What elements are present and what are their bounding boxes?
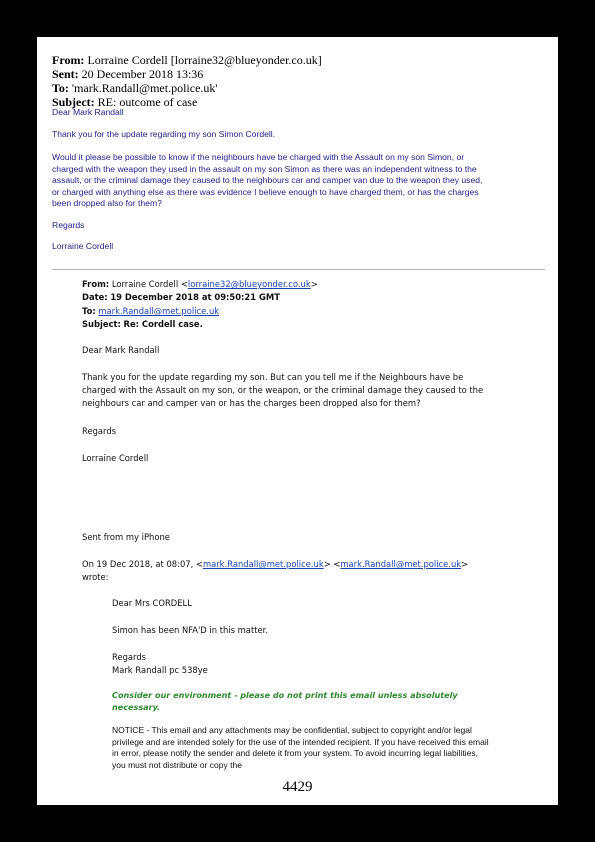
separator-line (52, 269, 545, 270)
environment-notice: Consider our environment - please do not print this email unless absolutely necessary. (112, 690, 458, 712)
quoted-body: Thank you for the update regarding my son. But can you tell me if the Neighbours have be charged with the Assault on my son, or the weapon, or the criminal damage they caused to the neighbours car and camper van or has the charges been dropped also for them? (82, 372, 484, 408)
quoted-regards: Regards (82, 426, 117, 436)
quoted-to-email-link[interactable]: mark.Randall@met.police.uk (98, 306, 220, 316)
nested-regards: Regards (112, 652, 147, 662)
nested-signature: Mark Randall pc 538ye (112, 665, 208, 675)
on-email-link-1[interactable]: mark.Randall@met.police.uk (202, 559, 324, 569)
reply-greeting: Dear Mark Randall (52, 107, 124, 117)
quoted-subject: Subject: Re: Cordell case. (82, 319, 203, 329)
sent-from-iphone: Sent from my iPhone (82, 532, 170, 542)
header-from: From: Lorraine Cordell [lorraine32@blueyonder.co.uk] (52, 53, 322, 67)
nested-message: Simon has been NFA'D in this matter. (112, 625, 268, 635)
quoted-from: From: Lorraine Cordell <lorraine32@blueyonder.co.uk> (82, 279, 318, 289)
reply-regards: Regards (52, 220, 85, 230)
wrote-label: wrote: (82, 572, 109, 582)
header-sent: Sent: 20 December 2018 13:36 (52, 67, 204, 81)
header-subject: Subject: RE: outcome of case (52, 95, 198, 109)
reply-signature: Lorraine Cordell (52, 241, 114, 251)
header-to: To: 'mark.Randall@met.police.uk' (52, 81, 218, 95)
nested-greeting: Dear Mrs CORDELL (112, 598, 192, 608)
on-date-wrote: On 19 Dec 2018, at 08:07, <mark.Randall@met.police.uk> <mark.Randall@met.police.uk> (82, 559, 469, 569)
quoted-date: Date: 19 December 2018 at 09:50:21 GMT (82, 292, 280, 302)
quoted-greeting: Dear Mark Randall (82, 345, 160, 355)
quoted-signature: Lorraine Cordell (82, 453, 149, 463)
quoted-to: To: mark.Randall@met.police.uk (82, 306, 220, 316)
reply-line1: Thank you for the update regarding my son Simon Cordell. (52, 129, 276, 139)
on-email-link-2[interactable]: mark.Randall@met.police.uk (340, 559, 462, 569)
legal-notice: NOTICE - This email and any attachments may be confidential, subject to copyright and/or legal privilege and are intended solely for the use of the intended recipient. If you have received this email in error, please notify the sender and delete it from your system. To avoid incurring legal liabilities, you must not distribute or copy the (112, 725, 489, 770)
document-page (37, 37, 558, 805)
page-number: 4429 (282, 779, 313, 795)
quoted-from-email-link[interactable]: lorraine32@blueyonder.co.uk (187, 279, 311, 289)
reply-paragraph: Would it please be possible to know if the neighbours have be charged with the Assault on my son Simon, or charged with the weapon they used in the assault on my son Simon as there was an independent witness to the assault, or the criminal damage they caused to the neighbours car and camper van due to the weapon they used, or charged with anything else as there was evidence I believe enough to have charged them, or has the charges been dropped also for them? (52, 152, 483, 208)
